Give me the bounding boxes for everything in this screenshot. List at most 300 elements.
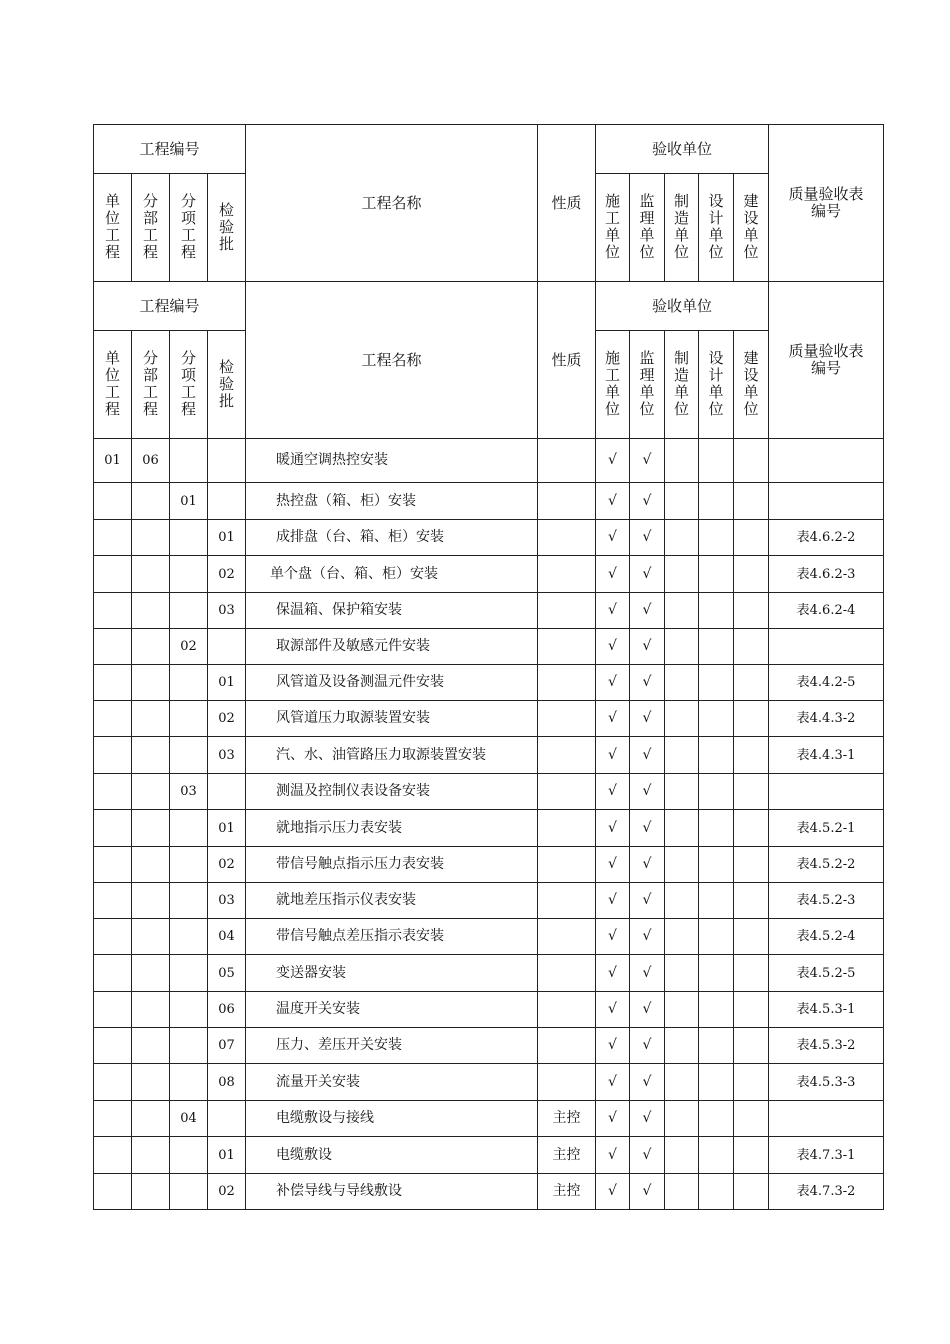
owner-unit-check bbox=[734, 774, 769, 810]
construction-unit-label: 施工单位 bbox=[605, 192, 621, 261]
nature-cell bbox=[538, 1028, 596, 1064]
design-unit-label: 设计单位 bbox=[708, 349, 724, 418]
division-header bbox=[132, 174, 170, 282]
division-code-cell bbox=[132, 483, 170, 520]
item-code-cell bbox=[170, 1064, 208, 1101]
supervision-unit-check: √ bbox=[630, 629, 665, 665]
owner-unit-check bbox=[734, 1064, 769, 1101]
construction-unit-check: √ bbox=[596, 992, 630, 1028]
item-code-cell bbox=[170, 439, 208, 483]
construction-unit-check: √ bbox=[596, 701, 630, 737]
item-label: 分项工程 bbox=[180, 349, 196, 418]
division-code-cell bbox=[132, 520, 170, 556]
construction-unit-check: √ bbox=[596, 556, 630, 593]
unit-code-cell bbox=[94, 665, 132, 701]
manufacturing-unit-check bbox=[665, 439, 699, 483]
nature-cell bbox=[538, 955, 596, 992]
manufacturing-unit-check bbox=[665, 992, 699, 1028]
unit-code-cell bbox=[94, 1101, 132, 1137]
supervision-unit-check: √ bbox=[630, 1101, 665, 1137]
design-unit-check bbox=[699, 593, 734, 629]
table-row bbox=[94, 883, 884, 919]
batch-code-cell: 05 bbox=[208, 955, 246, 992]
design-unit-check bbox=[699, 955, 734, 992]
table-row bbox=[94, 1174, 884, 1210]
design-unit-check bbox=[699, 483, 734, 520]
manufacturing-unit-check bbox=[665, 883, 699, 919]
nature-cell: 主控 bbox=[538, 1174, 596, 1210]
owner-unit-check bbox=[734, 665, 769, 701]
batch-code-cell: 01 bbox=[208, 520, 246, 556]
item-code-cell bbox=[170, 701, 208, 737]
construction-unit-header bbox=[596, 174, 630, 282]
design-unit-check bbox=[699, 992, 734, 1028]
unit-code-cell bbox=[94, 810, 132, 847]
project-code-header: 工程编号 bbox=[94, 125, 246, 174]
batch-header bbox=[208, 174, 246, 282]
manufacturing-unit-check bbox=[665, 1064, 699, 1101]
division-header bbox=[132, 331, 170, 439]
division-code-cell bbox=[132, 701, 170, 737]
project-name-cell: 测温及控制仪表设备安装 bbox=[246, 774, 538, 810]
table-row bbox=[94, 1028, 884, 1064]
quality-form-cell: 表4.5.2-3 bbox=[769, 883, 884, 919]
unit-code-cell bbox=[94, 1028, 132, 1064]
division-code-cell bbox=[132, 629, 170, 665]
supervision-unit-check: √ bbox=[630, 737, 665, 774]
table-row bbox=[94, 774, 884, 810]
nature-cell bbox=[538, 556, 596, 593]
unit-code-cell bbox=[94, 1174, 132, 1210]
quality-form-cell: 表4.5.2-1 bbox=[769, 810, 884, 847]
item-code-cell bbox=[170, 665, 208, 701]
table-row bbox=[94, 483, 884, 520]
manufacturing-unit-check bbox=[665, 701, 699, 737]
nature-cell bbox=[538, 701, 596, 737]
batch-code-cell bbox=[208, 483, 246, 520]
batch-code-cell: 02 bbox=[208, 701, 246, 737]
unit-project-label: 单位工程 bbox=[104, 192, 120, 261]
project-name-cell: 就地差压指示仪表安装 bbox=[246, 883, 538, 919]
nature-cell bbox=[538, 847, 596, 883]
quality-form-cell: 表4.7.3-1 bbox=[769, 1137, 884, 1174]
quality-form-header-text: 质量验收表编号 bbox=[788, 342, 864, 377]
batch-label: 检验批 bbox=[218, 200, 234, 253]
batch-code-cell: 06 bbox=[208, 992, 246, 1028]
owner-unit-check bbox=[734, 1101, 769, 1137]
quality-form-cell: 表4.6.2-4 bbox=[769, 593, 884, 629]
unit-code-cell bbox=[94, 955, 132, 992]
owner-unit-check bbox=[734, 701, 769, 737]
manufacturing-unit-check bbox=[665, 1137, 699, 1174]
owner-unit-check bbox=[734, 919, 769, 955]
item-code-cell bbox=[170, 520, 208, 556]
item-code-cell bbox=[170, 737, 208, 774]
unit-code-cell bbox=[94, 629, 132, 665]
quality-form-cell: 表4.5.3-3 bbox=[769, 1064, 884, 1101]
table-body bbox=[94, 125, 884, 1210]
item-code-cell bbox=[170, 955, 208, 992]
project-name-cell: 风管道及设备测温元件安装 bbox=[246, 665, 538, 701]
unit-code-cell: 01 bbox=[94, 439, 132, 483]
quality-form-header bbox=[769, 282, 884, 439]
design-unit-check bbox=[699, 1101, 734, 1137]
manufacturing-unit-check bbox=[665, 774, 699, 810]
construction-unit-check: √ bbox=[596, 1101, 630, 1137]
owner-unit-header bbox=[734, 174, 769, 282]
division-code-cell bbox=[132, 665, 170, 701]
supervision-unit-check: √ bbox=[630, 883, 665, 919]
manufacturing-unit-check bbox=[665, 810, 699, 847]
nature-cell bbox=[538, 883, 596, 919]
batch-code-cell bbox=[208, 629, 246, 665]
nature-cell bbox=[538, 629, 596, 665]
design-unit-check bbox=[699, 919, 734, 955]
design-unit-header bbox=[699, 174, 734, 282]
construction-unit-check: √ bbox=[596, 1028, 630, 1064]
unit-code-cell bbox=[94, 520, 132, 556]
construction-unit-check: √ bbox=[596, 593, 630, 629]
unit-project-header bbox=[94, 331, 132, 439]
project-name-cell: 热控盘（箱、柜）安装 bbox=[246, 483, 538, 520]
table-row bbox=[94, 593, 884, 629]
batch-label: 检验批 bbox=[218, 357, 234, 410]
owner-unit-check bbox=[734, 593, 769, 629]
construction-unit-check: √ bbox=[596, 1064, 630, 1101]
manufacturing-unit-check bbox=[665, 520, 699, 556]
construction-unit-check: √ bbox=[596, 520, 630, 556]
acceptance-table bbox=[93, 124, 884, 1210]
unit-code-cell bbox=[94, 737, 132, 774]
batch-code-cell: 03 bbox=[208, 737, 246, 774]
quality-form-cell bbox=[769, 483, 884, 520]
unit-code-cell bbox=[94, 556, 132, 593]
table-row bbox=[94, 1101, 884, 1137]
supervision-unit-check: √ bbox=[630, 774, 665, 810]
batch-code-cell: 01 bbox=[208, 810, 246, 847]
supervision-unit-check: √ bbox=[630, 1174, 665, 1210]
owner-unit-check bbox=[734, 810, 769, 847]
table-row bbox=[94, 992, 884, 1028]
owner-unit-check bbox=[734, 1028, 769, 1064]
nature-cell bbox=[538, 737, 596, 774]
item-code-cell bbox=[170, 847, 208, 883]
construction-unit-label: 施工单位 bbox=[605, 349, 621, 418]
supervision-unit-check: √ bbox=[630, 665, 665, 701]
design-unit-check bbox=[699, 520, 734, 556]
owner-unit-check bbox=[734, 439, 769, 483]
division-code-cell bbox=[132, 810, 170, 847]
construction-unit-check: √ bbox=[596, 919, 630, 955]
division-code-cell bbox=[132, 1064, 170, 1101]
supervision-unit-check: √ bbox=[630, 1028, 665, 1064]
project-name-header: 工程名称 bbox=[246, 125, 538, 282]
owner-unit-check bbox=[734, 992, 769, 1028]
project-name-cell: 变送器安装 bbox=[246, 955, 538, 992]
batch-code-cell bbox=[208, 774, 246, 810]
header-row-top bbox=[94, 125, 884, 174]
division-code-cell bbox=[132, 883, 170, 919]
batch-code-cell: 07 bbox=[208, 1028, 246, 1064]
design-unit-label: 设计单位 bbox=[708, 192, 724, 261]
supervision-unit-check: √ bbox=[630, 1064, 665, 1101]
supervision-unit-check: √ bbox=[630, 810, 665, 847]
batch-code-cell: 04 bbox=[208, 919, 246, 955]
quality-form-cell bbox=[769, 629, 884, 665]
division-code-cell bbox=[132, 955, 170, 992]
construction-unit-check: √ bbox=[596, 1137, 630, 1174]
design-unit-check bbox=[699, 1137, 734, 1174]
supervision-unit-check: √ bbox=[630, 439, 665, 483]
quality-form-cell: 表4.5.2-4 bbox=[769, 919, 884, 955]
construction-unit-check: √ bbox=[596, 629, 630, 665]
owner-unit-check bbox=[734, 955, 769, 992]
nature-cell bbox=[538, 774, 596, 810]
nature-cell bbox=[538, 992, 596, 1028]
nature-header: 性质 bbox=[538, 282, 596, 439]
division-code-cell bbox=[132, 1101, 170, 1137]
nature-cell: 主控 bbox=[538, 1101, 596, 1137]
item-header bbox=[170, 174, 208, 282]
quality-form-cell: 表4.5.3-2 bbox=[769, 1028, 884, 1064]
nature-cell bbox=[538, 593, 596, 629]
manufacturing-unit-check bbox=[665, 593, 699, 629]
supervision-unit-check: √ bbox=[630, 701, 665, 737]
supervision-unit-check: √ bbox=[630, 483, 665, 520]
nature-cell bbox=[538, 439, 596, 483]
owner-unit-check bbox=[734, 629, 769, 665]
construction-unit-check: √ bbox=[596, 883, 630, 919]
division-code-cell bbox=[132, 1174, 170, 1210]
table-row bbox=[94, 847, 884, 883]
unit-code-cell bbox=[94, 483, 132, 520]
unit-project-header bbox=[94, 174, 132, 282]
design-unit-check bbox=[699, 665, 734, 701]
supervision-unit-check: √ bbox=[630, 955, 665, 992]
unit-code-cell bbox=[94, 774, 132, 810]
project-name-cell: 补偿导线与导线敷设 bbox=[246, 1174, 538, 1210]
owner-unit-check bbox=[734, 1137, 769, 1174]
construction-unit-check: √ bbox=[596, 665, 630, 701]
design-unit-check bbox=[699, 737, 734, 774]
item-code-cell bbox=[170, 883, 208, 919]
construction-unit-check: √ bbox=[596, 439, 630, 483]
division-code-cell bbox=[132, 737, 170, 774]
project-name-cell: 保温箱、保护箱安装 bbox=[246, 593, 538, 629]
acceptance-units-header: 验收单位 bbox=[596, 282, 769, 331]
table-row bbox=[94, 955, 884, 992]
table-row bbox=[94, 810, 884, 847]
division-code-cell: 06 bbox=[132, 439, 170, 483]
project-name-cell: 电缆敷设 bbox=[246, 1137, 538, 1174]
quality-form-cell: 表4.6.2-2 bbox=[769, 520, 884, 556]
unit-code-cell bbox=[94, 1064, 132, 1101]
construction-unit-check: √ bbox=[596, 810, 630, 847]
item-code-cell: 03 bbox=[170, 774, 208, 810]
manufacturing-unit-check bbox=[665, 1028, 699, 1064]
manufacturing-unit-check bbox=[665, 483, 699, 520]
batch-code-cell bbox=[208, 1101, 246, 1137]
quality-form-cell: 表4.5.3-1 bbox=[769, 992, 884, 1028]
manufacturing-unit-header bbox=[665, 174, 699, 282]
table-row bbox=[94, 701, 884, 737]
supervision-unit-label: 监理单位 bbox=[639, 192, 655, 261]
project-name-cell: 流量开关安装 bbox=[246, 1064, 538, 1101]
unit-code-cell bbox=[94, 593, 132, 629]
batch-code-cell: 03 bbox=[208, 883, 246, 919]
unit-code-cell bbox=[94, 992, 132, 1028]
item-code-cell bbox=[170, 1174, 208, 1210]
supervision-unit-check: √ bbox=[630, 520, 665, 556]
batch-code-cell: 03 bbox=[208, 593, 246, 629]
unit-project-label: 单位工程 bbox=[104, 349, 120, 418]
project-name-cell: 风管道压力取源装置安装 bbox=[246, 701, 538, 737]
division-code-cell bbox=[132, 847, 170, 883]
project-name-cell: 单个盘（台、箱、柜）安装 bbox=[246, 556, 538, 593]
batch-code-cell: 02 bbox=[208, 556, 246, 593]
owner-unit-check bbox=[734, 520, 769, 556]
construction-unit-check: √ bbox=[596, 774, 630, 810]
project-name-header: 工程名称 bbox=[246, 282, 538, 439]
manufacturing-unit-check bbox=[665, 955, 699, 992]
manufacturing-unit-label: 制造单位 bbox=[674, 192, 690, 261]
quality-form-cell: 表4.5.2-5 bbox=[769, 955, 884, 992]
division-code-cell bbox=[132, 992, 170, 1028]
owner-unit-header bbox=[734, 331, 769, 439]
owner-unit-check bbox=[734, 883, 769, 919]
project-name-cell: 电缆敷设与接线 bbox=[246, 1101, 538, 1137]
table-row bbox=[94, 520, 884, 556]
table-row bbox=[94, 439, 884, 483]
item-code-cell bbox=[170, 1028, 208, 1064]
nature-cell bbox=[538, 520, 596, 556]
design-unit-check bbox=[699, 1174, 734, 1210]
quality-form-cell bbox=[769, 774, 884, 810]
quality-form-cell: 表4.4.2-5 bbox=[769, 665, 884, 701]
manufacturing-unit-check bbox=[665, 556, 699, 593]
item-code-cell bbox=[170, 556, 208, 593]
batch-code-cell bbox=[208, 439, 246, 483]
owner-unit-label: 建设单位 bbox=[743, 192, 759, 261]
quality-form-cell: 表4.7.3-2 bbox=[769, 1174, 884, 1210]
division-code-cell bbox=[132, 593, 170, 629]
supervision-unit-header bbox=[630, 331, 665, 439]
nature-header: 性质 bbox=[538, 125, 596, 282]
supervision-unit-check: √ bbox=[630, 556, 665, 593]
supervision-unit-check: √ bbox=[630, 919, 665, 955]
nature-cell bbox=[538, 810, 596, 847]
division-code-cell bbox=[132, 556, 170, 593]
design-unit-check bbox=[699, 439, 734, 483]
design-unit-check bbox=[699, 701, 734, 737]
project-name-cell: 温度开关安装 bbox=[246, 992, 538, 1028]
owner-unit-check bbox=[734, 556, 769, 593]
manufacturing-unit-check bbox=[665, 847, 699, 883]
owner-unit-check bbox=[734, 847, 769, 883]
design-unit-check bbox=[699, 1028, 734, 1064]
design-unit-check bbox=[699, 847, 734, 883]
batch-code-cell: 01 bbox=[208, 665, 246, 701]
supervision-unit-check: √ bbox=[630, 593, 665, 629]
unit-code-cell bbox=[94, 919, 132, 955]
unit-code-cell bbox=[94, 1137, 132, 1174]
supervision-unit-check: √ bbox=[630, 992, 665, 1028]
manufacturing-unit-check bbox=[665, 665, 699, 701]
division-label: 分部工程 bbox=[142, 349, 158, 418]
item-header bbox=[170, 331, 208, 439]
batch-code-cell: 02 bbox=[208, 1174, 246, 1210]
table-row bbox=[94, 665, 884, 701]
project-name-cell: 取源部件及敏感元件安装 bbox=[246, 629, 538, 665]
project-code-header: 工程编号 bbox=[94, 282, 246, 331]
construction-unit-check: √ bbox=[596, 737, 630, 774]
project-name-cell: 成排盘（台、箱、柜）安装 bbox=[246, 520, 538, 556]
design-unit-check bbox=[699, 774, 734, 810]
batch-header bbox=[208, 331, 246, 439]
quality-form-cell: 表4.4.3-1 bbox=[769, 737, 884, 774]
item-code-cell bbox=[170, 810, 208, 847]
project-name-cell: 带信号触点指示压力表安装 bbox=[246, 847, 538, 883]
division-code-cell bbox=[132, 1028, 170, 1064]
owner-unit-check bbox=[734, 483, 769, 520]
manufacturing-unit-check bbox=[665, 1101, 699, 1137]
batch-code-cell: 01 bbox=[208, 1137, 246, 1174]
nature-cell bbox=[538, 665, 596, 701]
design-unit-check bbox=[699, 883, 734, 919]
item-code-cell bbox=[170, 1137, 208, 1174]
batch-code-cell: 02 bbox=[208, 847, 246, 883]
project-name-cell: 暖通空调热控安装 bbox=[246, 439, 538, 483]
owner-unit-check bbox=[734, 737, 769, 774]
table-row bbox=[94, 919, 884, 955]
manufacturing-unit-check bbox=[665, 629, 699, 665]
design-unit-check bbox=[699, 629, 734, 665]
design-unit-check bbox=[699, 1064, 734, 1101]
quality-form-cell bbox=[769, 1101, 884, 1137]
item-code-cell: 01 bbox=[170, 483, 208, 520]
unit-code-cell bbox=[94, 701, 132, 737]
nature-cell: 主控 bbox=[538, 1137, 596, 1174]
header-row-top-repeat bbox=[94, 282, 884, 331]
owner-unit-label: 建设单位 bbox=[743, 349, 759, 418]
unit-code-cell bbox=[94, 883, 132, 919]
supervision-unit-label: 监理单位 bbox=[639, 349, 655, 418]
nature-cell bbox=[538, 483, 596, 520]
design-unit-check bbox=[699, 556, 734, 593]
table-row bbox=[94, 1064, 884, 1101]
division-code-cell bbox=[132, 919, 170, 955]
division-code-cell bbox=[132, 1137, 170, 1174]
acceptance-units-header: 验收单位 bbox=[596, 125, 769, 174]
quality-form-header bbox=[769, 125, 884, 282]
project-name-cell: 就地指示压力表安装 bbox=[246, 810, 538, 847]
division-code-cell bbox=[132, 774, 170, 810]
construction-unit-check: √ bbox=[596, 847, 630, 883]
manufacturing-unit-label: 制造单位 bbox=[674, 349, 690, 418]
item-code-cell: 04 bbox=[170, 1101, 208, 1137]
batch-code-cell: 08 bbox=[208, 1064, 246, 1101]
design-unit-header bbox=[699, 331, 734, 439]
item-code-cell bbox=[170, 919, 208, 955]
project-name-cell: 带信号触点差压指示表安装 bbox=[246, 919, 538, 955]
table-row bbox=[94, 737, 884, 774]
supervision-unit-check: √ bbox=[630, 1137, 665, 1174]
supervision-unit-check: √ bbox=[630, 847, 665, 883]
owner-unit-check bbox=[734, 1174, 769, 1210]
supervision-unit-header bbox=[630, 174, 665, 282]
table-row bbox=[94, 556, 884, 593]
construction-unit-check: √ bbox=[596, 1174, 630, 1210]
